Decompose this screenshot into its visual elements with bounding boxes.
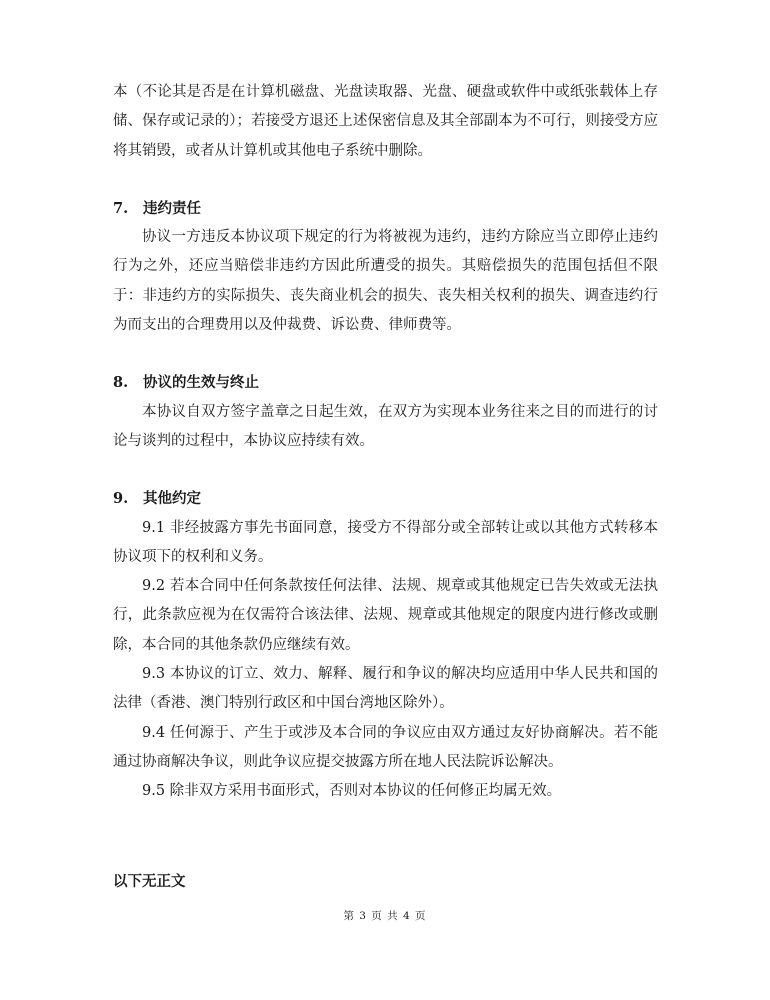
section-8-number: 8. xyxy=(113,374,129,392)
section-9-clause-9-1: 9.1 非经披露方事先书面同意，接受方不得部分或全部转让或以其他方式转移本协议项下的权利和义务。 xyxy=(113,519,658,565)
section-7-paragraph: 协议一方违反本协议项下规定的行为将被视为违约，违约方除应当立即停止违约行为之外，还应当赔偿非违约方因此所遭受的损失。其赔偿损失的范围包括但不限于：非违约方的实际损失、丧失商业机会的损失、丧失相关权利的损失、调查违约行为而支出的合理费用以及仲裁费、诉讼费、律师费等。 xyxy=(113,229,658,334)
section-7-title: 违约责任 xyxy=(143,199,201,217)
page-number-footer: 第 3 页 共 4 页 xyxy=(343,910,427,922)
section-9-clause-9-4: 9.4 任何源于、产生于或涉及本合同的争议应由双方通过友好协商解决。若不能通过协商解决争议，则此争议应提交披露方所在地人民法院诉讼解决。 xyxy=(113,724,658,770)
section-9-title: 其他约定 xyxy=(143,490,201,508)
section-9-clause-9-2: 9.2 若本合同中任何条款按任何法律、法规、规章或其他规定已告失效或无法执行，此条款应视为在仅需符合该法律、法规、规章或其他规定的限度内进行修改或删除，本合同的其他条款仍应继续有效。 xyxy=(113,578,658,653)
document-content xyxy=(113,78,658,896)
intro-continuation-paragraph: 本（不论其是否是在计算机磁盘、光盘读取器、光盘、硬盘或软件中或纸张载体上存储、保存或记录的）；若接受方退还上述保密信息及其全部副本为不可行，则接受方应将其销毁，或者从计算机或其他电子系统中删除。 xyxy=(113,84,658,159)
closing-no-further-text: 以下无正文 xyxy=(113,872,186,890)
section-9-number: 9. xyxy=(113,490,129,508)
section-9-body xyxy=(113,514,658,807)
section-9-heading xyxy=(113,484,658,513)
section-8-paragraph: 本协议自双方签字盖章之日起生效，在双方为实现本业务往来之目的而进行的讨论与谈判的过程中，本协议应持续有效。 xyxy=(113,403,658,449)
section-7-heading xyxy=(113,194,658,223)
section-7-body xyxy=(113,223,658,340)
section-7-number: 7. xyxy=(113,199,129,217)
section-9-clause-9-5: 9.5 除非双方采用书面形式，否则对本协议的任何修正均属无效。 xyxy=(142,783,562,800)
section-8-heading xyxy=(113,368,658,397)
section-8-body xyxy=(113,398,658,457)
section-9-clause-9-3: 9.3 本协议的订立、效力、解释、履行和争议的解决均应适用中华人民共和国的法律（香港、澳门特别行政区和中国台湾地区除外）。 xyxy=(113,666,658,712)
section-8-title: 协议的生效与终止 xyxy=(143,374,259,392)
